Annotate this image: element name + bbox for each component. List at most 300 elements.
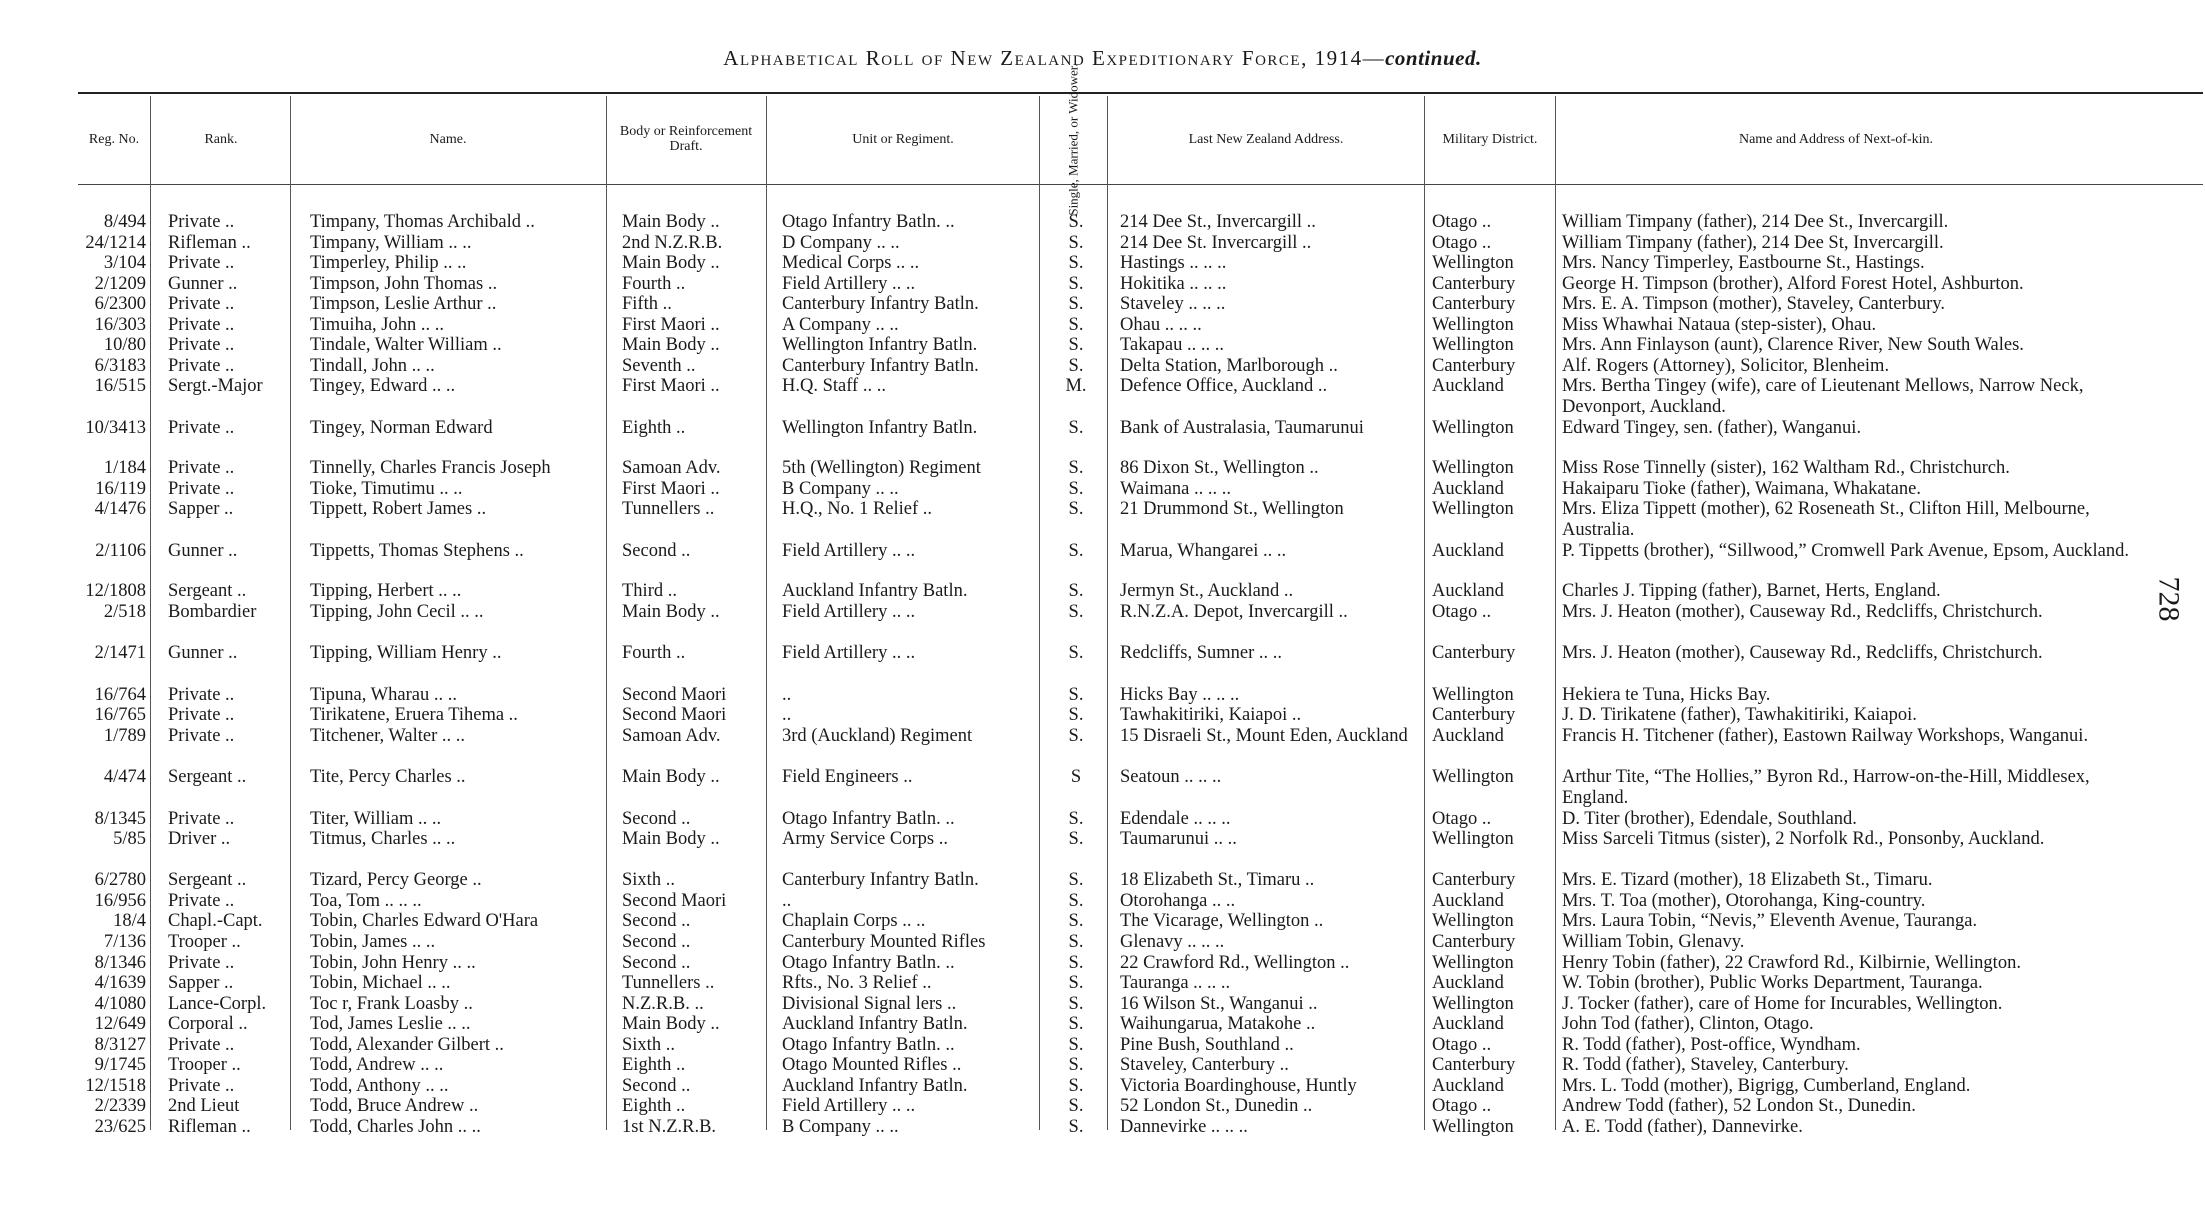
cell-status: S. [1068,418,1084,438]
cell-reg: 2/1106 [95,541,146,561]
cell-draft: Fifth .. [622,294,672,314]
cell-address: Hokitika .. .. .. [1120,274,1227,294]
cell-district: Auckland [1432,726,1504,746]
cell-kin: R. Todd (father), Staveley, Canterbury. [1562,1055,1849,1075]
cell-kin: Mrs. Eliza Tippett (mother), 62 Roseneath St., Clifton Hill, Melbourne, Australia. [1562,499,2090,540]
cell-rank: Chapl.-Capt. [168,911,263,931]
cell-unit: Canterbury Infantry Batln. [782,356,979,376]
cell-name: Tioke, Timutimu .. .. [310,479,463,499]
cell-status: S. [1068,581,1084,601]
cell-reg: 16/765 [94,705,146,725]
cell-name: Timpany, Thomas Archibald .. [310,212,535,232]
cell-unit: B Company .. .. [782,479,899,499]
cell-name: Tite, Percy Charles .. [310,767,466,787]
cell-unit: H.Q., No. 1 Relief .. [782,499,933,519]
cell-address: The Vicarage, Wellington .. [1120,911,1324,931]
cell-name: Tipuna, Wharau .. .. [310,685,457,705]
cell-reg: 8/1345 [94,809,146,829]
cell-status: S. [1068,953,1084,973]
cell-rank: Private .. [168,809,235,829]
cell-rank: Private .. [168,1076,235,1096]
cell-address: Edendale .. .. .. [1120,809,1231,829]
column-header-label: Name and Address of Next-of-kin. [1738,131,1933,147]
cell-district: Wellington [1432,1117,1514,1137]
cell-status: S. [1068,274,1084,294]
cell-unit: Canterbury Mounted Rifles [782,932,986,952]
cell-address: 16 Wilson St., Wanganui .. [1120,994,1318,1014]
cell-unit: Auckland Infantry Batln. [782,1076,968,1096]
cell-kin: Mrs. Ann Finlayson (aunt), Clarence River, New South Wales. [1562,335,2024,355]
cell-reg: 6/3183 [94,356,146,376]
header-bottom-rule [78,184,2203,185]
cell-reg: 4/1639 [94,973,146,993]
cell-reg: 8/494 [103,212,146,232]
cell-address: Delta Station, Marlborough .. [1120,356,1338,376]
cell-reg: 16/119 [95,479,146,499]
cell-district: Canterbury [1432,356,1516,376]
cell-kin: George H. Timpson (brother), Alford Forest Hotel, Ashburton. [1562,274,2024,294]
cell-unit: Field Artillery .. .. [782,643,916,663]
page-number: 728 [2152,576,2186,622]
cell-status: S. [1068,315,1084,335]
cell-unit: Army Service Corps .. [782,829,948,849]
cell-district: Canterbury [1432,1055,1516,1075]
column-header-label: Rank. [204,131,238,147]
cell-draft: Second .. [622,541,691,561]
cell-status: S. [1068,233,1084,253]
cell-reg: 16/956 [94,891,146,911]
cell-address: Victoria Boardinghouse, Huntly [1120,1076,1357,1096]
cell-rank: Private .. [168,1035,235,1055]
cell-address: 22 Crawford Rd., Wellington .. [1120,953,1350,973]
cell-status: S. [1068,458,1084,478]
cell-draft: Second Maori [622,685,727,705]
cell-rank: Sergeant .. [168,767,247,787]
cell-kin: William Timpany (father), 214 Dee St, Invercargill. [1562,233,1944,253]
cell-district: Wellington [1432,911,1514,931]
cell-reg: 12/1518 [85,1076,146,1096]
cell-reg: 1/184 [103,458,146,478]
cell-district: Wellington [1432,335,1514,355]
col-header-rank [152,94,290,184]
cell-reg: 24/1214 [85,233,146,253]
cell-unit: A Company .. .. [782,315,899,335]
cell-unit: Canterbury Infantry Batln. [782,294,979,314]
cell-kin: Mrs. E. A. Timpson (mother), Staveley, Canterbury. [1562,294,1945,314]
cell-unit: Otago Infantry Batln. .. [782,809,955,829]
cell-kin: P. Tippetts (brother), “Sillwood,” Cromwell Park Avenue, Epsom, Auckland. [1562,541,2129,561]
cell-draft: Seventh .. [622,356,696,376]
cell-status: S. [1068,294,1084,314]
cell-rank: Lance-Corpl. [168,994,267,1014]
cell-district: Auckland [1432,1076,1504,1096]
cell-draft: First Maori .. [622,479,720,499]
cell-district: Wellington [1432,499,1514,519]
cell-draft: Tunnellers .. [622,973,715,993]
cell-rank: Private .. [168,953,235,973]
cell-draft: 1st N.Z.R.B. [622,1117,717,1137]
cell-address: Ohau .. .. .. [1120,315,1202,335]
cell-district: Canterbury [1432,870,1516,890]
col-header-unit [768,94,1038,184]
col-header-draft [606,94,766,184]
cell-district: Wellington [1432,953,1514,973]
cell-draft: 2nd N.Z.R.B. [622,233,723,253]
cell-rank: Bombardier [168,602,257,622]
cell-draft: Second Maori [622,891,727,911]
cell-status: S. [1068,870,1084,890]
cell-status: S. [1068,685,1084,705]
cell-unit: Otago Infantry Batln. .. [782,1035,955,1055]
cell-reg: 5/85 [113,829,146,849]
cell-address: Redcliffs, Sumner .. .. [1120,643,1283,663]
cell-status: M. [1065,376,1087,396]
cell-kin: Alf. Rogers (Attorney), Solicitor, Blenheim. [1562,356,1890,376]
cell-draft: Main Body .. [622,335,720,355]
cell-draft: Second .. [622,1076,691,1096]
cell-reg: 4/474 [103,767,146,787]
cell-name: Tobin, James .. .. [310,932,436,952]
cell-district: Otago .. [1432,1035,1492,1055]
cell-name: Todd, Anthony .. .. [310,1076,449,1096]
cell-unit: 5th (Wellington) Regiment [782,458,981,478]
cell-address: Taumarunui .. .. [1120,829,1237,849]
cell-name: Timuiha, John .. .. [310,315,444,335]
cell-kin: Hekiera te Tuna, Hicks Bay. [1562,685,1771,705]
cell-unit: Rfts., No. 3 Relief .. [782,973,932,993]
cell-kin: W. Tobin (brother), Public Works Department, Tauranga. [1562,973,1983,993]
cell-address: Waihungarua, Matakohe .. [1120,1014,1316,1034]
cell-reg: 12/1808 [85,581,146,601]
cell-name: Tingey, Edward .. .. [310,376,456,396]
column-header-label: Unit or Regiment. [852,131,954,147]
cell-name: Tobin, Charles Edward O'Hara [310,911,539,931]
cell-rank: Driver .. [168,829,231,849]
cell-kin: Miss Rose Tinnelly (sister), 162 Waltham Rd., Christchurch. [1562,458,2010,478]
cell-name: Tipping, John Cecil .. .. [310,602,484,622]
cell-rank: Private .. [168,705,235,725]
cell-unit: Wellington Infantry Batln. [782,418,978,438]
cell-draft: Main Body .. [622,253,720,273]
cell-reg: 16/303 [94,315,146,335]
cell-unit: Otago Mounted Rifles .. [782,1055,962,1075]
cell-rank: Sapper .. [168,973,234,993]
column-header-label: Single, Married, or Widower. [1065,62,1081,216]
cell-reg: 16/764 [94,685,146,705]
cell-address: Tawhakitiriki, Kaiapoi .. [1120,705,1302,725]
cell-unit: Wellington Infantry Batln. [782,335,978,355]
cell-name: Titer, William .. .. [310,809,442,829]
cell-status: S [1070,767,1082,787]
cell-status: S. [1068,499,1084,519]
cell-draft: Sixth .. [622,1035,675,1055]
cell-rank: Corporal .. [168,1014,248,1034]
cell-unit: Otago Infantry Batln. .. [782,953,955,973]
cell-name: Timpson, John Thomas .. [310,274,498,294]
column-divider [150,96,151,1130]
cell-draft: Eighth .. [622,1055,686,1075]
cell-draft: N.Z.R.B. .. [622,994,704,1014]
cell-kin: Charles J. Tipping (father), Barnet, Herts, England. [1562,581,1941,601]
cell-kin: Henry Tobin (father), 22 Crawford Rd., Kilbirnie, Wellington. [1562,953,2021,973]
cell-kin: Mrs. T. Toa (mother), Otorohanga, King-country. [1562,891,1926,911]
cell-rank: Private .. [168,458,235,478]
cell-name: Tindall, John .. .. [310,356,435,376]
cell-reg: 8/1346 [94,953,146,973]
cell-reg: 10/80 [103,335,146,355]
cell-district: Wellington [1432,829,1514,849]
cell-draft: Main Body .. [622,1014,720,1034]
cell-district: Auckland [1432,581,1504,601]
cell-name: Tirikatene, Eruera Tihema .. [310,705,518,725]
cell-name: Tizard, Percy George .. [310,870,482,890]
cell-unit: Auckland Infantry Batln. [782,1014,968,1034]
column-header-label: Body or Reinforcement Draft. [619,124,753,154]
cell-address: 15 Disraeli St., Mount Eden, Auckland [1120,726,1408,746]
col-header-reg-no [80,94,148,184]
cell-kin: Andrew Todd (father), 52 London St., Dunedin. [1562,1096,1916,1116]
cell-draft: Eighth .. [622,418,686,438]
cell-district: Wellington [1432,767,1514,787]
cell-address: Otorohanga .. .. [1120,891,1236,911]
cell-draft: Second Maori [622,705,727,725]
cell-unit: D Company .. .. [782,233,900,253]
cell-kin: Arthur Tite, “The Hollies,” Byron Rd., Harrow-on-the-Hill, Middlesex, England. [1562,767,2090,808]
cell-kin: Mrs. E. Tizard (mother), 18 Elizabeth St., Timaru. [1562,870,1933,890]
cell-address: Hicks Bay .. .. .. [1120,685,1240,705]
cell-district: Otago .. [1432,809,1492,829]
cell-rank: Sapper .. [168,499,234,519]
cell-unit: .. [782,685,792,705]
cell-rank: Sergeant .. [168,870,247,890]
cell-district: Auckland [1432,541,1504,561]
cell-name: Tindale, Walter William .. [310,335,502,355]
cell-status: S. [1068,726,1084,746]
cell-draft: Eighth .. [622,1096,686,1116]
col-header-status [1040,62,1106,216]
cell-kin: Hakaiparu Tioke (father), Waimana, Whakatane. [1562,479,1921,499]
col-header-address [1108,94,1424,184]
cell-name: Timpson, Leslie Arthur .. [310,294,497,314]
cell-district: Canterbury [1432,294,1516,314]
cell-name: Titmus, Charles .. .. [310,829,456,849]
cell-unit: Auckland Infantry Batln. [782,581,968,601]
cell-name: Todd, Andrew .. .. [310,1055,444,1075]
cell-address: Staveley, Canterbury .. [1120,1055,1289,1075]
cell-kin: D. Titer (brother), Edendale, Southland. [1562,809,1857,829]
cell-unit: 3rd (Auckland) Regiment [782,726,973,746]
cell-address: 86 Dixon St., Wellington .. [1120,458,1319,478]
cell-draft: Second .. [622,932,691,952]
cell-rank: Rifleman .. [168,233,251,253]
cell-reg: 2/518 [103,602,146,622]
cell-name: Toa, Tom .. .. .. [310,891,422,911]
cell-district: Auckland [1432,891,1504,911]
cell-address: R.N.Z.A. Depot, Invercargill .. [1120,602,1348,622]
cell-status: S. [1068,1055,1084,1075]
cell-status: S. [1068,1117,1084,1137]
cell-status: S. [1068,705,1084,725]
cell-status: S. [1068,335,1084,355]
cell-unit: Field Engineers .. [782,767,913,787]
cell-kin: Mrs. Nancy Timperley, Eastbourne St., Hastings. [1562,253,1925,273]
cell-address: 52 London St., Dunedin .. [1120,1096,1313,1116]
cell-name: Tinnelly, Charles Francis Joseph [310,458,551,478]
cell-address: Hastings .. .. .. [1120,253,1227,273]
cell-draft: Samoan Adv. [622,726,721,746]
cell-district: Canterbury [1432,643,1516,663]
cell-rank: Gunner .. [168,643,238,663]
col-header-district [1426,94,1554,184]
cell-address: Dannevirke .. .. .. [1120,1117,1248,1137]
cell-district: Wellington [1432,685,1514,705]
cell-unit: Field Artillery .. .. [782,541,916,561]
cell-kin: Mrs. Laura Tobin, “Nevis,” Eleventh Avenue, Tauranga. [1562,911,1978,931]
cell-kin: Mrs. J. Heaton (mother), Causeway Rd., Redcliffs, Christchurch. [1562,602,2043,622]
cell-unit: Otago Infantry Batln. .. [782,212,955,232]
cell-kin: Miss Whawhai Nataua (step-sister), Ohau. [1562,315,1877,335]
cell-district: Canterbury [1432,705,1516,725]
cell-reg: 6/2780 [94,870,146,890]
cell-reg: 18/4 [113,911,146,931]
cell-status: S. [1068,1096,1084,1116]
cell-district: Wellington [1432,418,1514,438]
cell-draft: First Maori .. [622,315,720,335]
cell-status: S. [1068,1076,1084,1096]
cell-draft: Main Body .. [622,829,720,849]
cell-unit: Canterbury Infantry Batln. [782,870,979,890]
column-header-label: Last New Zealand Address. [1188,131,1344,147]
cell-reg: 3/104 [103,253,146,273]
cell-name: Tod, James Leslie .. .. [310,1014,471,1034]
cell-kin: R. Todd (father), Post-office, Wyndham. [1562,1035,1861,1055]
cell-reg: 2/2339 [94,1096,146,1116]
cell-district: Canterbury [1432,932,1516,952]
cell-address: Takapau .. .. .. [1120,335,1225,355]
column-divider [1424,96,1425,1130]
cell-district: Otago .. [1432,212,1492,232]
cell-rank: Private .. [168,315,235,335]
cell-unit: Medical Corps .. .. [782,253,920,273]
cell-unit: B Company .. .. [782,1117,899,1137]
cell-unit: Field Artillery .. .. [782,274,916,294]
cell-draft: Main Body .. [622,602,720,622]
page-title: Alphabetical Roll of New Zealand Expeditionary Force, 1914—continued. [723,46,1482,70]
cell-address: Tauranga .. .. .. [1120,973,1231,993]
cell-draft: Sixth .. [622,870,675,890]
cell-rank: Private .. [168,294,235,314]
cell-unit: Divisional Signal lers .. [782,994,957,1014]
cell-status: S. [1068,911,1084,931]
cell-rank: Private .. [168,479,235,499]
cell-reg: 2/1471 [94,643,146,663]
cell-address: 214 Dee St., Invercargill .. [1120,212,1316,232]
cell-name: Tippetts, Thomas Stephens .. [310,541,524,561]
cell-kin: A. E. Todd (father), Dannevirke. [1562,1117,1803,1137]
cell-rank: Private .. [168,726,235,746]
cell-district: Auckland [1432,973,1504,993]
cell-address: Pine Bush, Southland .. [1120,1035,1294,1055]
cell-reg: 9/1745 [94,1055,146,1075]
cell-address: Jermyn St., Auckland .. [1120,581,1294,601]
cell-status: S. [1068,932,1084,952]
cell-reg: 16/515 [94,376,146,396]
cell-kin: Edward Tingey, sen. (father), Wanganui. [1562,418,1862,438]
cell-draft: Fourth .. [622,274,686,294]
cell-status: S. [1068,602,1084,622]
cell-address: 214 Dee St. Invercargill .. [1120,233,1312,253]
cell-name: Timpany, William .. .. [310,233,472,253]
cell-district: Otago .. [1432,1096,1492,1116]
cell-district: Auckland [1432,1014,1504,1034]
cell-kin: John Tod (father), Clinton, Otago. [1562,1014,1814,1034]
cell-reg: 23/625 [94,1117,146,1137]
cell-rank: Private .. [168,253,235,273]
cell-status: S. [1068,994,1084,1014]
cell-name: Tippett, Robert James .. [310,499,487,519]
cell-status: S. [1068,643,1084,663]
cell-reg: 2/1209 [94,274,146,294]
cell-rank: Private .. [168,418,235,438]
col-header-kin [1556,94,2116,184]
cell-name: Tipping, William Henry .. [310,643,502,663]
cell-kin: Mrs. Bertha Tingey (wife), care of Lieutenant Mellows, Narrow Neck, Devonport, Auckland. [1562,376,2084,417]
cell-name: Titchener, Walter .. .. [310,726,465,746]
cell-name: Tobin, John Henry .. .. [310,953,476,973]
cell-draft: Tunnellers .. [622,499,715,519]
cell-rank: Private .. [168,891,235,911]
cell-draft: Second .. [622,953,691,973]
cell-rank: Gunner .. [168,541,238,561]
cell-unit: .. [782,705,792,725]
cell-reg: 4/1080 [94,994,146,1014]
cell-rank: Gunner .. [168,274,238,294]
cell-kin: J. Tocker (father), care of Home for Incurables, Wellington. [1562,994,2003,1014]
cell-district: Auckland [1432,376,1504,396]
cell-kin: J. D. Tirikatene (father), Tawhakitiriki, Kaiapoi. [1562,705,1917,725]
cell-address: 21 Drummond St., Wellington [1120,499,1344,519]
cell-reg: 1/789 [103,726,146,746]
cell-name: Timperley, Philip .. .. [310,253,467,273]
cell-district: Wellington [1432,253,1514,273]
cell-address: Seatoun .. .. .. [1120,767,1222,787]
cell-status: S. [1068,541,1084,561]
cell-status: S. [1068,212,1084,232]
cell-rank: Private .. [168,335,235,355]
cell-unit: H.Q. Staff .. .. [782,376,886,396]
cell-name: Todd, Bruce Andrew .. [310,1096,479,1116]
cell-status: S. [1068,829,1084,849]
cell-address: Waimana .. .. .. [1120,479,1232,499]
cell-draft: First Maori .. [622,376,720,396]
cell-name: Tobin, Michael .. .. [310,973,451,993]
cell-rank: Rifleman .. [168,1117,251,1137]
cell-rank: Trooper .. [168,932,241,952]
cell-kin: Mrs. L. Todd (mother), Bigrigg, Cumberland, England. [1562,1076,1971,1096]
column-header-label: Military District. [1442,131,1538,147]
cell-status: S. [1068,356,1084,376]
cell-status: S. [1068,479,1084,499]
cell-reg: 8/3127 [94,1035,146,1055]
cell-address: Marua, Whangarei .. .. [1120,541,1287,561]
cell-name: Todd, Alexander Gilbert .. [310,1035,504,1055]
cell-reg: 12/649 [94,1014,146,1034]
cell-rank: Trooper .. [168,1055,241,1075]
cell-draft: Second .. [622,809,691,829]
cell-address: 18 Elizabeth St., Timaru .. [1120,870,1315,890]
cell-status: S. [1068,1035,1084,1055]
cell-district: Otago .. [1432,602,1492,622]
